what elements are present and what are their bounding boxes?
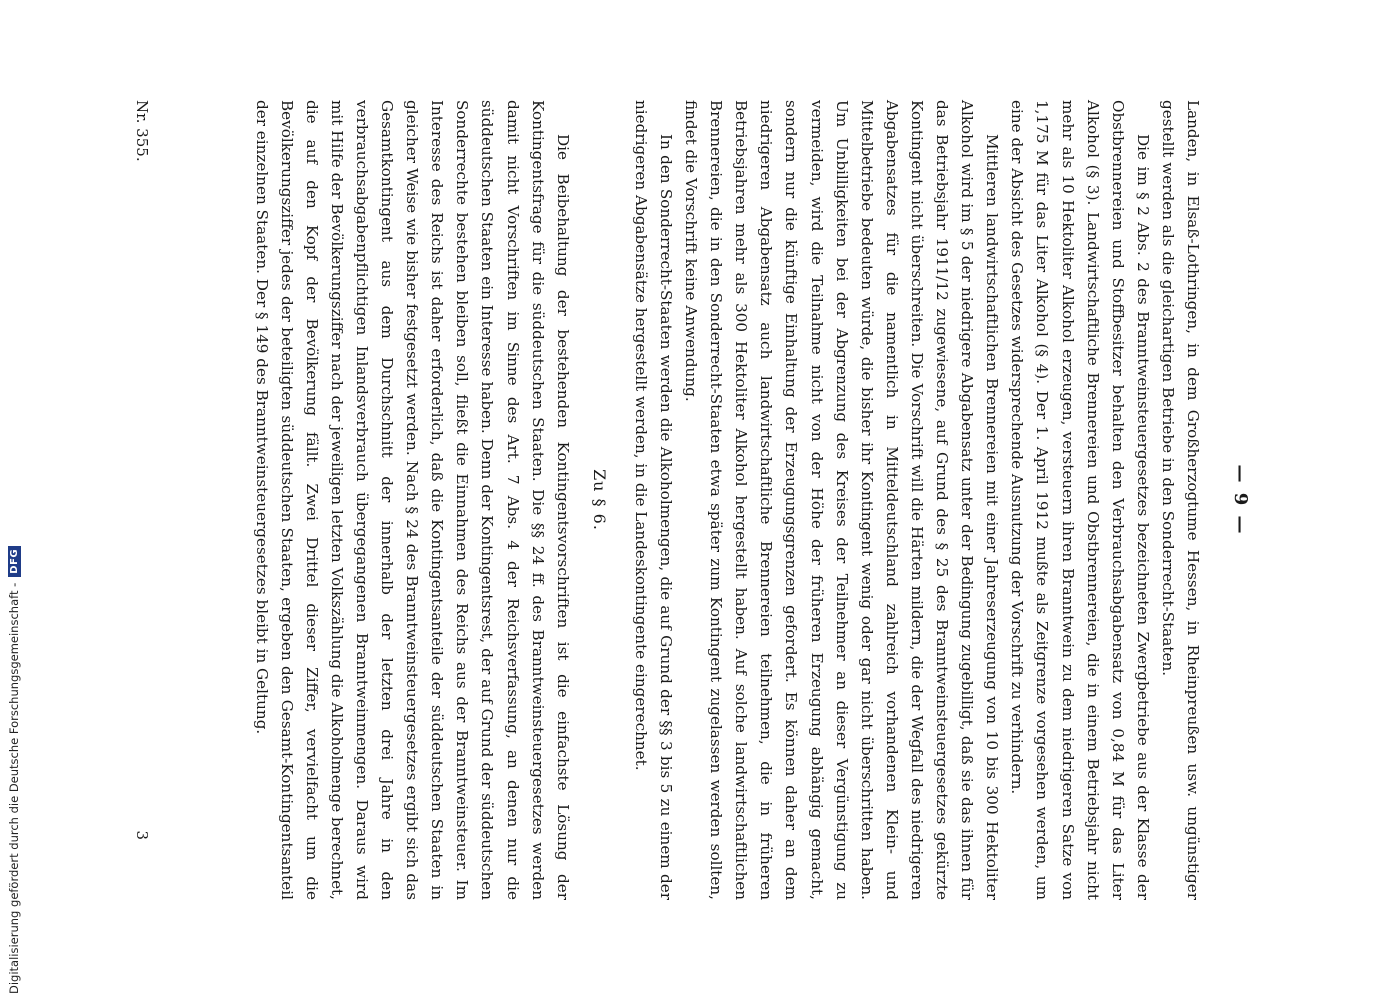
paragraph-4: In den Sonderrecht-Staaten werden die Alkoholmengen, die auf Grund der §§ 3 bis 5 zu einem der niedrigeren Abgabensätze hergestellt werden, in die Landeskontingente eingerechnet.: [631, 100, 676, 900]
scanned-page: [131, 60, 1251, 940]
funding-note-text: Digitalisierung gefördert durch die Deutsche Forschungsgemeinschaft -: [7, 582, 21, 994]
footer-issue-number: Nr. 355.: [133, 100, 151, 162]
page-footer: [129, 100, 151, 900]
paragraph-3: Mittleren landwirtschaftlichen Brennereien mit einer Jahreserzeugung von 10 bis 300 Hektoliter Alkohol wird im § 5 der niedrigere Abgabensatz unter der Bedingung zugebilligt, daß sie das ihnen für das Betriebsjahr 1911/12 zugewiesene, auf Grund des § 25 des Branntweinsteuergesetzes gekürzte Kontingent nicht überschreiten. Die Vorschrift will die Härten mildern, die der Wegfall des niedrigeren Abgabensatzes für die namentlich in Mitteldeutschland zahlreich vorhandenen Klein- und Mittelbetriebe bedeuten würde, die bisher ihr Kontingent wenig oder gar nicht überschritten haben. Um Unbilligkeiten bei der Abgrenzung des Kreises der Teilnehmer an dieser Vergünstigung zu vermeiden, wird die Teilnahme nicht von der Höhe der früheren Erzeugung abhängig gemacht, sondern nur die künftige Einhaltung der Erzeugungsgrenzen gefordert. Es können daher an dem niedrigeren Abgabensatz auch landwirtschaftliche Brennereien teilnehmen, die in früheren Betriebsjahren mehr als 300 Hektoliter Alkohol hergestellt haben. Auf solche landwirtschaftlichen Brennereien, die in den Sonderrecht-Staaten etwa später zum Kontingent zugelassen werden sollten, findet die Vorschrift keine Anwendung.: [682, 100, 1002, 900]
page-number: — 9 —: [1230, 464, 1251, 536]
paragraph-5: Die Beibehaltung der bestehenden Kontingentsvorschriften ist die einfachste Lösung der Kontingentsfrage für die süddeutschen Staaten. Die §§ 24 ff. des Branntweinsteuergesetzes werden damit nicht Vorschriften im Sinne des Art. 7 Abs. 4 der Reichsverfassung, an denen nur die süddeutschen Staaten ein Interesse haben. Denn der Kontingentsrest, der auf Grund der süddeutschen Sonderrechte bestehen bleiben soll, fließt die Einnahmen des Reichs aus der Branntweinsteuer. Im Interesse des Reichs ist daher erforderlich, daß die Kontingentsanteile der süddeutschen Staaten in gleicher Weise wie bisher festgesetzt werden. Nach § 24 des Branntweinsteuergesetzes ergibt sich das Gesamtkontingent aus dem Durchschnitt der innerhalb der letzten drei Jahre in den verbrauchsabgabenpflichtigen Inlandsverbrauch übergegangenen Branntweinmengen. Daraus wird mit Hilfe der Bevölkerungsziffer nach der jeweiligen letzten Volkszählung die Alkoholmenge berechnet, die auf den Kopf der Bevölkerung fällt. Zwei Drittel dieser Ziffer, vervielfacht um die Bevölkerungsziffer jedes der beteiligten süddeutschen Staaten, ergeben den Gesamt-Kontingentsanteil der einzelnen Staaten. Der § 149 des Branntweinsteuergesetzes bleibt in Geltung.: [252, 100, 572, 900]
dfg-logo-icon: DFG: [8, 546, 21, 577]
funding-note: [5, 14, 23, 994]
paragraph-1: Landen, in Elsaß-Lothringen, in dem Großherzogtume Hessen, in Rheinpreußen usw. ungünstiger gestellt werden als die gleichartigen Betriebe in den Sonderrecht-Staaten.: [1158, 100, 1202, 900]
section-heading: Zu § 6.: [589, 469, 609, 531]
paragraph-2: Die im § 2 Abs. 2 des Branntweinsteuergesetzes bezeichneten Zwergbetriebe aus der Klasse der Obstbrennereien und Stoffbesitzer behalten den Verbrauchsabgabensatz von 0,84 M für das Liter Alkohol (§ 3). Landwirtschaftliche Brennereien und Obstbrennereien, die in einem Betriebsjahr nicht mehr als 10 Hektoliter Alkohol erzeugen, versteuern ihren Branntwein zu dem niedrigeren Satze von 1,175 M für das Liter Alkohol (§ 4). Der 1. April 1912 mußte als Zeitgrenze vorgesehen werden, um eine der Absicht des Gesetzes widersprechende Ausnutzung der Vorschrift zu verhindern.: [1008, 100, 1152, 900]
text-column: [249, 100, 1205, 900]
footer-sheet-number: 3: [133, 830, 151, 840]
